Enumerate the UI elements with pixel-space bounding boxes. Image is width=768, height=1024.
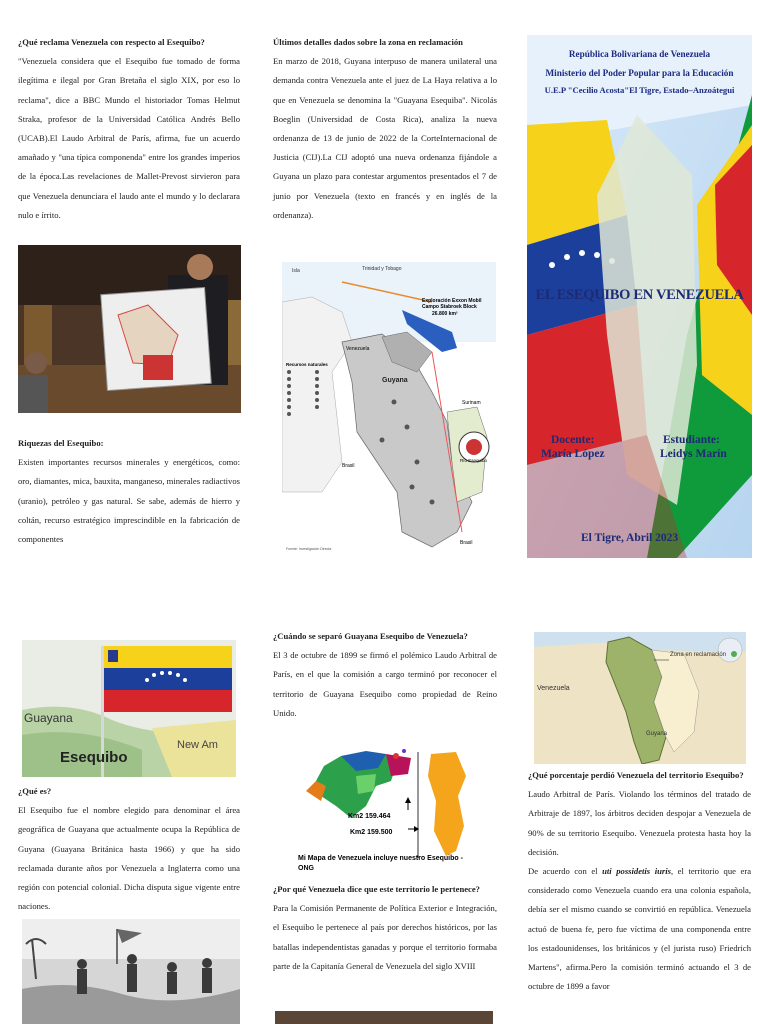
cover-place-date: El Tigre, Abril 2023: [581, 532, 679, 544]
svg-text:Isla: Isla: [292, 268, 300, 274]
col6-paragraph-laudo: Laudo Arbitral de París. Violando los términos del tratado de Arbitraje de 1897, los árbitros deciden despojar a Venezuela de 90% de su territorio Esequibo. Venezuela protesta hasta hoy la decisión.: [528, 789, 751, 857]
image-label-esequibo: Esequibo: [60, 749, 128, 766]
cover-estudiante-label: Estudiante:: [663, 434, 720, 446]
col6-uti-term: uti possidetis iuris: [602, 866, 671, 877]
cover-title: EL ESEQUIBO EN VENEZUELA: [535, 287, 744, 303]
col5-paragraph-cuando: El 3 de octubre de 1899 se firmó el polémico Laudo Arbitral de París, en el que la comisión a cargo terminó por reconocer el territorio de Guayana Esequibo como propiedad de Reino Unido.: [273, 650, 497, 718]
col6-text: [528, 766, 751, 996]
map-label-recursos: Recursos naturales: [286, 362, 328, 367]
km2-venezuela-label: Km2 159.464: [348, 813, 391, 820]
historic-engraving-image: [22, 919, 240, 1024]
cover-estudiante-name: Leidys Marín: [660, 448, 727, 460]
col4-text: [18, 782, 240, 916]
col1-heading-riquezas: Riquezas del Esequibo:: [18, 438, 104, 448]
col5-paragraph-por-que: Para la Comisión Permanente de Política Exterior e Integración, el Esequibo le pertenece al país por derechos históricos, por las batallas independentistas ganadas y porque el territorio formaba parte de la Capitanía General de Venezuela del siglo XVIII: [273, 903, 497, 971]
map-label-brasil-2: Brasil: [460, 540, 473, 546]
zona-reclamacion-map: [534, 632, 746, 764]
map-label-area: 26.800 km²: [432, 311, 458, 317]
map-label-brasil-1: Brasil: [342, 463, 355, 469]
map-caption: [298, 854, 473, 874]
map-label-fuente: Fuente: Investigación Directa: [286, 547, 332, 551]
map-esequibo-resources: [282, 262, 496, 552]
col5-heading-cuando: ¿Cuándo se separó Guayana Esequibo de Venezuela?: [273, 631, 468, 641]
km2-esequibo-label: Km2 159.500: [350, 829, 393, 836]
flag-over-map-image: [22, 640, 236, 777]
map-label-venezuela-2: Venezuela: [537, 685, 570, 692]
map-label-venezuela: Venezuela: [346, 346, 370, 352]
cover-republic: República Bolivariana de Venezuela: [568, 49, 711, 59]
map-label-trinidad: Trinidad y Tobago: [362, 266, 402, 272]
image-label-guayana: Guayana: [24, 711, 73, 725]
col2-paragraph-ultimos: En marzo de 2018, Guyana interpuso de manera unilateral una demanda contra Venezuela ante el juez de La Haya relativa a lo que en Venezuela se denomina la "Guayana Esequiba". Nicolás Boeglin (Universidad de Costa Rica), analiza la nueva ordenanza de 13 de junio de 2022 de la CorteInternacional de Justicia (CIJ).La CIJ adoptó una nueva ordenanza fijándole a Guyana un plazo para contestar argumentos presentados el 7 de junio por Venezuela (texto en francés y en inglés de la ordenanza).: [273, 56, 497, 220]
col6-paragraph-uti: [528, 862, 751, 996]
col6-uti-pre: De acuerdo con el: [528, 866, 603, 877]
col1-paragraph-riquezas: Existen importantes recursos minerales y energéticos, como: oro, diamantes, mica, bauxita, manganeso, minerales radiactivos (uranio), petróleo y gas natural. Se sabe, además de hierro y coltán, recurso estratégico imprescindible en la fabricación de componentes: [18, 457, 240, 545]
col1-paragraph-reclama: "Venezuela considera que el Esequibo fue tomado de forma ilegítima e ilegal por Gran Bretaña el siglo XIX, por eso lo reclama", dice a BBC Mundo el historiador Tomas Helmut Straka, profesor de la Universidad Católica Andrés Bello (UCAB).El Laudo Arbitral de París, afirma, fue un acuerdo amañado y "una típica componenda" entre los grandes imperios de la época.Las revelaciones de Mallet-Prevost sirvieron para que Venezuela denunciara el laudo ante el mundo y lo declarara nulo e írrito.: [18, 56, 240, 220]
map-label-rio: Río Esequibo: [460, 458, 488, 463]
col2-heading-ultimos: Últimos detalles dados sobre la zona en reclamación: [273, 37, 463, 47]
image-label-newam: New Am: [177, 739, 218, 751]
cover-estudiante: [660, 433, 727, 461]
cover-docente-label: Docente:: [551, 434, 595, 446]
map-label-campo: Campo Stabroek Block: [422, 304, 477, 310]
cover-school: U.E.P "Cecilio Acosta"El Tigre, Estado–Anzoátegui: [544, 85, 735, 95]
map-label-guyana: Guyana: [382, 377, 408, 384]
col5-top-text: [273, 627, 497, 723]
col1-top-text: [18, 33, 240, 225]
brochure-cover: [527, 35, 752, 558]
col1-bottom-text: [18, 434, 240, 549]
map-label-zona: Zona en reclamación: [670, 652, 727, 658]
col2-top-text: [273, 33, 497, 225]
col5-heading-por-que: ¿Por qué Venezuela dice que este territorio le pertenece?: [273, 884, 480, 894]
col1-heading-reclama: ¿Qué reclama Venezuela con respecto al Esequibo?: [18, 37, 205, 47]
col6-heading-porcentaje: ¿Qué porcentaje perdió Venezuela del territorio Esequibo?: [528, 770, 744, 780]
col4-paragraph-que-es: El Esequibo fue el nombre elegido para denominar el área geográfica de Guayana que actualmente ocupa la República de Guyana (Guayana Británica hasta 1966) y que ha sido reclamada durante años por Venezuela a Inglaterra como una región con potencial colonial. Dicha disputa sigue vigente entre naciones.: [18, 805, 240, 912]
cover-ministry: Ministerio del Poder Popular para la Educación: [545, 68, 734, 78]
col4-heading-que-es: ¿Qué es?: [18, 786, 52, 796]
cover-docente: [541, 433, 605, 461]
photo-speaker-with-map: [18, 245, 241, 413]
cover-docente-name: María López: [541, 448, 605, 460]
col5-bottom-text: [273, 880, 497, 976]
map-caption-text: Mi Mapa de Venezuela incluye nuestro Esequibo - ONG: [298, 855, 463, 872]
map-label-exploracion: Exploración Exxon Mobil: [422, 298, 482, 304]
col6-uti-post: , el territorio que era considerado como Venezuela cuando era una colonia española, debía ser el mismo cuando se convirtió en república. Venezuela actuó de buena fe, pero fue víctima de una componenda entre los estadounidenses, los británicos y (el jurista ruso) Friedrich Martens", afirma.Pero la comisión terminó actuando el 3 de octubre de 1899 a favor: [528, 866, 752, 992]
map-label-surinam: Surinam: [462, 400, 481, 406]
map-label-guyana-2: Guyana: [646, 731, 668, 737]
bottom-photo-strip: [275, 1011, 493, 1024]
